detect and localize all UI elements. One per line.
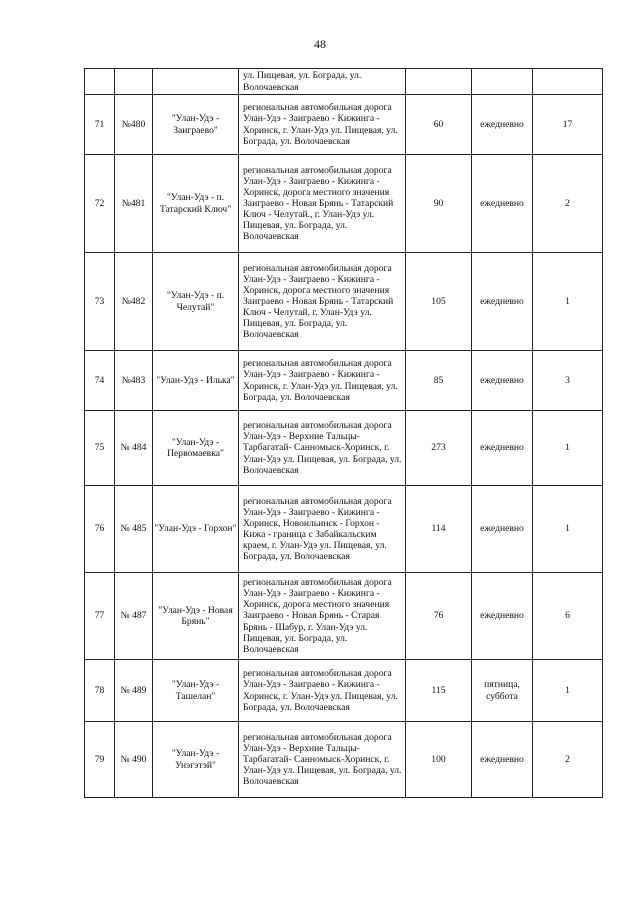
cell-name: "Улан-Удэ - Илька" xyxy=(153,351,239,411)
cell-count: 1 xyxy=(533,660,603,722)
table-row xyxy=(85,351,603,411)
cell-path: региональная автомобильная дорога Улан-Удэ - Заиграево - Кижинга - Хоринск, дорога местного значения Заиграево - Новая Брянь - Старая Брянь - Шабур, г. Улан-Удэ ул. Пищевая, ул. Бограда, ул. Волочаевская xyxy=(239,573,406,660)
cell-count: 1 xyxy=(533,253,603,351)
cell-code: №483 xyxy=(115,351,153,411)
table-row xyxy=(85,722,603,798)
cell-code xyxy=(115,69,153,95)
cell-length: 90 xyxy=(406,155,472,253)
cell-count: 17 xyxy=(533,95,603,155)
cell-name: "Улан-Удэ - Горхон" xyxy=(153,486,239,573)
table-row xyxy=(85,411,603,486)
cell-num: 72 xyxy=(85,155,115,253)
cell-path: региональная автомобильная дорога Улан-Удэ - Заиграево - Кижинга - Хоринск, дорога местного значения Заиграево - Новая Брянь - Татарский Ключ - Челутай, г. Улан-Удэ ул. Пищевая, ул. Бограда, ул. Волочаевская xyxy=(239,253,406,351)
cell-name xyxy=(153,69,239,95)
cell-path: ул. Пищевая, ул. Бограда, ул. Волочаевская xyxy=(239,69,406,95)
cell-schedule: ежедневно xyxy=(472,253,533,351)
cell-count: 3 xyxy=(533,351,603,411)
routes-table xyxy=(84,68,603,798)
cell-schedule: ежедневно xyxy=(472,486,533,573)
cell-schedule: ежедневно xyxy=(472,155,533,253)
cell-schedule: ежедневно xyxy=(472,573,533,660)
cell-length: 60 xyxy=(406,95,472,155)
cell-num: 74 xyxy=(85,351,115,411)
cell-name: "Улан-Удэ - Ташелан" xyxy=(153,660,239,722)
cell-path: региональная автомобильная дорога Улан-Удэ - Верхние Тальцы- Тарбагатай- Санномыск-Хоринск, г. Улан-Удэ ул. Пищевая, ул. Бограда, ул. Волочаевская xyxy=(239,411,406,486)
routes-table-body xyxy=(85,69,603,798)
cell-code: № 485 xyxy=(115,486,153,573)
cell-path: региональная автомобильная дорога Улан-Удэ - Заиграево - Кижинга - Хоринск, г. Улан-Удэ ул. Пищевая, ул. Бограда, ул. Волочаевская xyxy=(239,660,406,722)
cell-code: №480 xyxy=(115,95,153,155)
cell-schedule: ежедневно xyxy=(472,351,533,411)
page-number: 48 xyxy=(314,37,326,51)
cell-num: 77 xyxy=(85,573,115,660)
table-row-continuation xyxy=(85,69,603,95)
cell-path: региональная автомобильная дорога Улан-Удэ - Верхние Тальцы- Тарбагатай- Санномыск-Хоринск, г. Улан-Удэ ул. Пищевая, ул. Бограда, ул. Волочаевская xyxy=(239,722,406,798)
cell-code: № 487 xyxy=(115,573,153,660)
cell-path: региональная автомобильная дорога Улан-Удэ - Заиграево - Кижинга - Хоринск, дорога местного значения Заиграево - Новая Брянь - Татарский Ключ - Челутай., г. Улан-Удэ ул. Пищевая, ул. Бограда, ул. Волочаевская xyxy=(239,155,406,253)
cell-num: 73 xyxy=(85,253,115,351)
cell-num xyxy=(85,69,115,95)
cell-num: 76 xyxy=(85,486,115,573)
cell-count: 2 xyxy=(533,155,603,253)
cell-code: № 489 xyxy=(115,660,153,722)
cell-path: региональная автомобильная дорога Улан-Удэ - Заиграево - Кижинга - Хоринск, Новоильинск - Горхон - Кижа - граница с Забайкальским краем, г. Улан-Удэ ул. Пищевая, ул. Бограда, ул. Волочаевская xyxy=(239,486,406,573)
table-row xyxy=(85,95,603,155)
table-row xyxy=(85,660,603,722)
cell-count xyxy=(533,69,603,95)
cell-num: 79 xyxy=(85,722,115,798)
cell-length: 114 xyxy=(406,486,472,573)
cell-name: "Улан-Удэ - Новая Брянь" xyxy=(153,573,239,660)
cell-count: 1 xyxy=(533,486,603,573)
cell-num: 78 xyxy=(85,660,115,722)
cell-schedule: ежедневно xyxy=(472,411,533,486)
cell-count: 6 xyxy=(533,573,603,660)
cell-length: 100 xyxy=(406,722,472,798)
cell-code: №482 xyxy=(115,253,153,351)
cell-count: 1 xyxy=(533,411,603,486)
cell-length: 105 xyxy=(406,253,472,351)
cell-length: 115 xyxy=(406,660,472,722)
cell-length: 85 xyxy=(406,351,472,411)
cell-length xyxy=(406,69,472,95)
cell-name: "Улан-Удэ - п. Челутай" xyxy=(153,253,239,351)
table-row xyxy=(85,155,603,253)
cell-name: "Улан-Удэ - п. Татарский Ключ" xyxy=(153,155,239,253)
cell-length: 76 xyxy=(406,573,472,660)
table-row xyxy=(85,253,603,351)
cell-schedule: ежедневно xyxy=(472,95,533,155)
cell-name: "Улан-Удэ - Заиграево" xyxy=(153,95,239,155)
cell-code: № 490 xyxy=(115,722,153,798)
table-row xyxy=(85,573,603,660)
cell-code: № 484 xyxy=(115,411,153,486)
cell-name: "Улан-Удэ - Первомаевка" xyxy=(153,411,239,486)
cell-num: 71 xyxy=(85,95,115,155)
cell-num: 75 xyxy=(85,411,115,486)
cell-code: №481 xyxy=(115,155,153,253)
cell-count: 2 xyxy=(533,722,603,798)
cell-schedule: ежедневно xyxy=(472,722,533,798)
table-row xyxy=(85,486,603,573)
cell-schedule xyxy=(472,69,533,95)
cell-schedule: пятница, суббота xyxy=(472,660,533,722)
cell-path: региональная автомобильная дорога Улан-Удэ - Заиграево - Кижинга - Хоринск, г. Улан-Удэ ул. Пищевая, ул. Бограда, ул. Волочаевская xyxy=(239,351,406,411)
cell-path: региональная автомобильная дорога Улан-Удэ - Заиграево - Кижинга - Хоринск, г. Улан-Удэ ул. Пищевая, ул. Бограда, ул. Волочаевская xyxy=(239,95,406,155)
cell-name: "Улан-Удэ - Унэгэтэй" xyxy=(153,722,239,798)
cell-length: 273 xyxy=(406,411,472,486)
